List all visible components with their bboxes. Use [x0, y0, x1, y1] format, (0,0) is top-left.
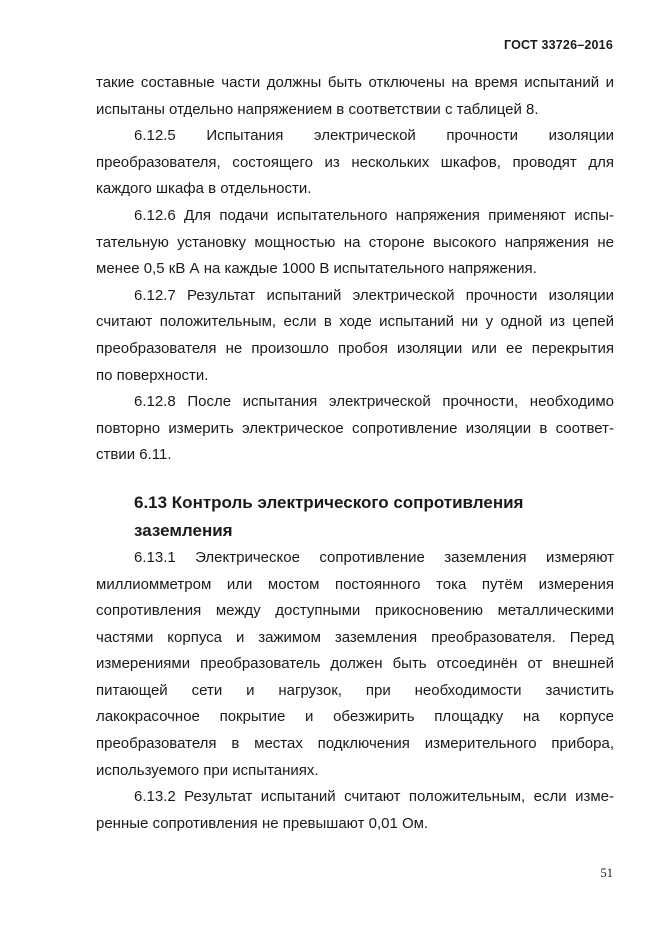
paragraph-line: считают положительным, если в ходе испытаний ни у одной из цепей — [96, 313, 614, 331]
paragraph-line: 6.12.6 Для подачи испытательного напряжения применяют испы- — [134, 206, 614, 224]
paragraphs-after — [96, 545, 614, 838]
paragraph-line: 6.13.1 Электрическое сопротивление заземления измеряют — [134, 548, 614, 566]
paragraph — [96, 123, 614, 203]
paragraph-line: ствии 6.11. — [96, 446, 172, 464]
paragraph-line: сопротивления между доступными прикосновению металлическими — [96, 602, 614, 620]
paragraphs-before — [96, 70, 614, 469]
document-code-header: ГОСТ 33726–2016 — [504, 38, 613, 52]
paragraph-line: тательную установку мощностью на стороне высокого напряжения не — [96, 233, 614, 251]
page-content — [96, 70, 614, 837]
paragraph — [96, 784, 614, 837]
paragraph-line: такие составные части должны быть отключены на время испытаний и — [96, 74, 614, 91]
paragraph-line: преобразователя не произошло пробоя изоляции или ее перекрытия — [96, 339, 614, 357]
paragraph — [96, 389, 614, 469]
paragraph-line: по поверхности. — [96, 366, 209, 384]
paragraph-line: 6.12.7 Результат испытаний электрической прочности изоляции — [134, 286, 614, 304]
section-heading-line-2: заземления — [134, 520, 233, 540]
paragraph-line: менее 0,5 кВ А на каждые 1000 В испытательного напряжения. — [96, 260, 537, 278]
section-heading — [134, 489, 614, 545]
paragraph-line: миллиомметром или мостом постоянного тока путём измерения — [96, 575, 614, 593]
paragraph-line: частями корпуса и зажимом заземления преобразователя. Перед — [96, 628, 614, 646]
paragraph — [96, 70, 614, 123]
section-heading-line-1: 6.13 Контроль электрического сопротивления — [134, 492, 524, 512]
paragraph-line: используемого при испытаниях. — [96, 761, 319, 779]
paragraph — [96, 203, 614, 283]
paragraph-line: измерениями преобразователь должен быть отсоединён от внешней — [96, 655, 614, 673]
paragraph — [96, 545, 614, 784]
paragraph-line: преобразователя, состоящего из нескольких шкафов, проводят для — [96, 153, 614, 171]
paragraph — [96, 283, 614, 389]
paragraph-line: преобразователя в местах подключения измерительного прибора, — [96, 735, 614, 753]
page-number: 51 — [600, 866, 613, 880]
paragraph-line: питающей сети и нагрузок, при необходимости зачистить — [96, 681, 614, 699]
paragraph-line: лакокрасочное покрытие и обезжирить площадку на корпусе — [96, 708, 614, 726]
paragraph-line: 6.13.2 Результат испытаний считают положительным, если изме- — [134, 788, 614, 806]
paragraph-line: испытаны отдельно напряжением в соответствии с таблицей 8. — [96, 100, 539, 118]
paragraph-line: 6.12.8 После испытания электрической прочности, необходимо — [134, 393, 614, 411]
paragraph-line: повторно измерить электрическое сопротивление изоляции в соответ- — [96, 419, 614, 437]
paragraph-line: 6.12.5 Испытания электрической прочности изоляции — [134, 127, 614, 145]
paragraph-line: ренные сопротивления не превышают 0,01 Ом. — [96, 814, 429, 832]
paragraph-line: каждого шкафа в отдельности. — [96, 180, 312, 198]
